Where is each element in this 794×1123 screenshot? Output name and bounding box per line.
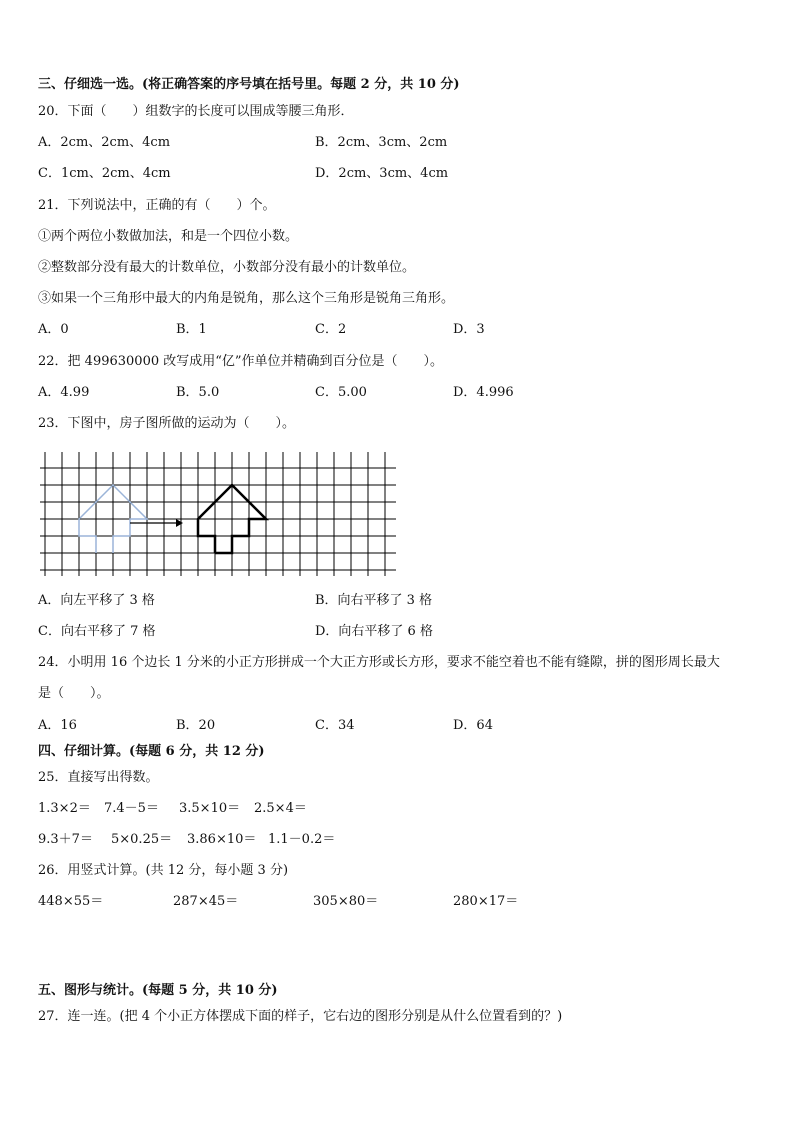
question-26-item: 280×17＝ xyxy=(453,894,519,909)
question-22-stem: 22．把 499630000 改写成用“亿”作单位并精确到百分位是（ ）。 xyxy=(38,354,444,369)
question-23-option-a[interactable]: A．向左平移了 3 格 xyxy=(38,593,155,608)
question-25-row2-item: 1.1－0.2＝ xyxy=(268,832,336,847)
question-21-option-d[interactable]: D．3 xyxy=(453,322,485,337)
question-25-row2-item: 3.86×10＝ xyxy=(187,832,257,847)
arrow-right-icon xyxy=(130,519,183,527)
question-23-option-d[interactable]: D．向右平移了 6 格 xyxy=(315,624,433,639)
question-24-option-a[interactable]: A．16 xyxy=(38,718,77,733)
question-21-option-b[interactable]: B．1 xyxy=(176,322,207,337)
question-21-statement-2: ②整数部分没有最大的计数单位，小数部分没有最小的计数单位。 xyxy=(38,260,416,275)
question-21-statement-1: ①两个两位小数做加法，和是一个四位小数。 xyxy=(38,229,299,244)
question-23-stem: 23．下图中，房子图所做的运动为（ ）。 xyxy=(38,416,296,431)
question-22-option-d[interactable]: D．4.996 xyxy=(453,385,514,400)
question-20-stem: 20．下面（ ）组数字的长度可以围成等腰三角形． xyxy=(38,104,354,119)
question-24-option-c[interactable]: C．34 xyxy=(315,718,355,733)
question-25-row1-item: 3.5×10＝ xyxy=(179,801,241,816)
question-25-row1-item: 7.4－5＝ xyxy=(104,801,159,816)
question-24-stem-line-1: 24．小明用 16 个边长 1 分米的小正方形拼成一个大正方形或长方形，要求不能空着也不能有缝隙，拼的图形周长最大 xyxy=(38,655,720,670)
section-5-heading: 五、图形与统计。(每题 5 分，共 10 分) xyxy=(38,983,278,998)
question-25-row1-item: 2.5×4＝ xyxy=(254,801,307,816)
question-26-item: 287×45＝ xyxy=(173,894,239,909)
question-20-option-b[interactable]: B．2cm、3cm、2cm xyxy=(315,135,448,150)
question-22-option-a[interactable]: A．4.99 xyxy=(38,385,90,400)
question-20-option-a[interactable]: A．2cm、2cm、4cm xyxy=(38,135,171,150)
question-24-option-b[interactable]: B．20 xyxy=(176,718,216,733)
grid-lines xyxy=(40,452,396,576)
translation-grid-figure xyxy=(40,452,396,576)
question-21-statement-3: ③如果一个三角形中最大的内角是锐角，那么这个三角形是锐角三角形。 xyxy=(38,291,455,306)
question-25-row2-item: 5×0.25＝ xyxy=(111,832,173,847)
question-21-option-a[interactable]: A．0 xyxy=(38,322,69,337)
question-26-stem: 26．用竖式计算。(共 12 分，每小题 3 分) xyxy=(38,863,289,878)
question-21-stem: 21．下列说法中，正确的有（ ）个。 xyxy=(38,198,276,213)
question-23-option-c[interactable]: C．向右平移了 7 格 xyxy=(38,624,156,639)
question-20-option-c[interactable]: C．1cm、2cm、4cm xyxy=(38,166,171,181)
section-3-heading: 三、仔细选一选。(将正确答案的序号填在括号里。每题 2 分，共 10 分) xyxy=(38,77,460,92)
question-25-stem: 25．直接写出得数。 xyxy=(38,770,159,785)
question-21-option-c[interactable]: C．2 xyxy=(315,322,347,337)
question-22-option-b[interactable]: B．5.0 xyxy=(176,385,220,400)
question-27-stem: 27．连一连。(把 4 个小正方体摆成下面的样子，它右边的图形分别是从什么位置看到的？) xyxy=(38,1009,563,1024)
question-24-stem-line-2: 是（ ）。 xyxy=(38,686,110,701)
question-26-item: 305×80＝ xyxy=(313,894,379,909)
question-25-row1-item: 1.3×2＝ xyxy=(38,801,91,816)
question-24-option-d[interactable]: D．64 xyxy=(453,718,493,733)
question-26-item: 448×55＝ xyxy=(38,894,104,909)
section-4-heading: 四、仔细计算。(每题 6 分，共 12 分) xyxy=(38,744,265,759)
question-25-row2-item: 9.3＋7＝ xyxy=(38,832,93,847)
question-20-option-d[interactable]: D．2cm、3cm、4cm xyxy=(315,166,449,181)
question-22-option-c[interactable]: C．5.00 xyxy=(315,385,367,400)
question-23-option-b[interactable]: B．向右平移了 3 格 xyxy=(315,593,433,608)
